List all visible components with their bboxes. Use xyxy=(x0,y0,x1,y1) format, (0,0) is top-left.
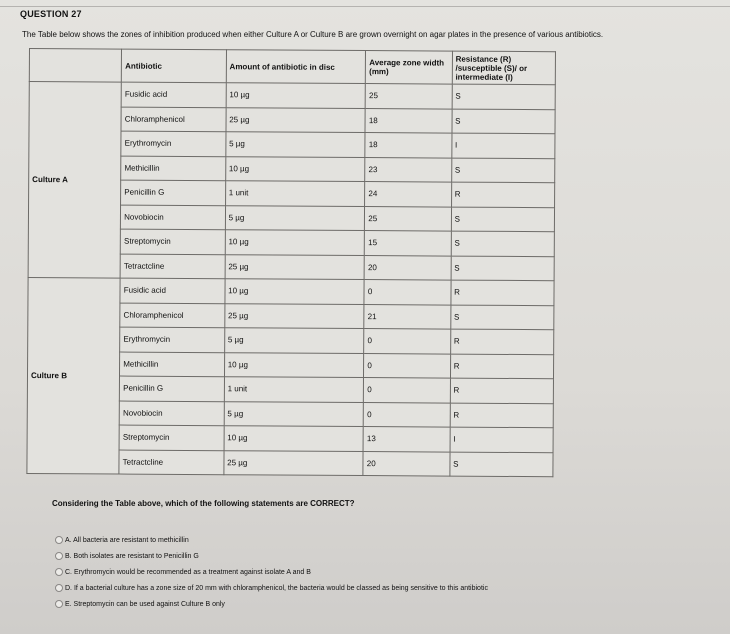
amount-cell: 10 µg xyxy=(224,426,364,451)
option-a[interactable] xyxy=(55,532,488,548)
amount-cell: 25 µg xyxy=(224,450,364,475)
radio-icon[interactable] xyxy=(55,568,63,576)
resistance-cell: R xyxy=(450,329,554,354)
zone-width-cell: 20 xyxy=(363,451,449,476)
header-cell: Amount of antibiotic in disc xyxy=(226,50,366,84)
header-cell xyxy=(29,49,121,83)
antibiotic-cell: Tetractcline xyxy=(119,450,224,475)
table-row xyxy=(29,82,555,110)
option-label: D. If a bacterial culture has a zone size of 20 mm with chloramphenicol, the bacteria would be classed as being sensitive to this antibiotic xyxy=(65,584,488,592)
option-label: C. Erythromycin would be recommended as a treatment against isolate A and B xyxy=(65,568,311,576)
zone-width-cell: 0 xyxy=(364,353,450,378)
option-label: E. Streptomycin can be used against Culture B only xyxy=(65,600,225,608)
zone-width-cell: 0 xyxy=(364,329,450,354)
resistance-cell: S xyxy=(452,84,556,109)
amount-cell: 1 unit xyxy=(224,377,364,402)
amount-cell: 5 µg xyxy=(224,401,364,426)
zone-width-cell: 25 xyxy=(365,84,451,109)
answer-options xyxy=(55,532,488,612)
question-number: QUESTION 27 xyxy=(20,9,82,19)
amount-cell: 10 µg xyxy=(225,230,365,255)
zone-width-cell: 18 xyxy=(365,108,451,133)
table-row xyxy=(28,277,554,305)
resistance-cell: S xyxy=(450,305,554,330)
option-label: A. All bacteria are resistant to methicillin xyxy=(65,536,189,544)
question-text: Considering the Table above, which of the following statements are CORRECT? xyxy=(52,499,355,508)
amount-cell: 5 µg xyxy=(224,328,364,353)
zone-width-cell: 25 xyxy=(365,206,451,231)
zone-width-cell: 21 xyxy=(364,304,450,329)
antibiotic-cell: Fusidic acid xyxy=(121,82,226,107)
zone-width-cell: 18 xyxy=(365,133,451,158)
antibiotic-cell: Penicillin G xyxy=(120,376,225,401)
zone-width-cell: 23 xyxy=(365,157,451,182)
amount-cell: 5 µg xyxy=(225,205,365,230)
antibiotic-cell: Chloramphenicol xyxy=(121,107,226,132)
header-cell: Resistance (R) /susceptible (S)/ or intermediate (I) xyxy=(452,51,556,85)
zone-width-cell: 0 xyxy=(364,378,450,403)
question-prompt: The Table below shows the zones of inhibition produced when either Culture A or Culture B are grown overnight on agar plates in the presence of various antibiotics. xyxy=(22,30,604,39)
zone-width-cell: 0 xyxy=(364,402,450,427)
zone-width-cell: 0 xyxy=(364,280,450,305)
culture-label: Culture B xyxy=(27,277,120,474)
amount-cell: 25 µg xyxy=(224,303,364,328)
resistance-cell: R xyxy=(450,354,554,379)
resistance-cell: S xyxy=(451,207,555,232)
zone-width-cell: 13 xyxy=(363,427,449,452)
resistance-cell: I xyxy=(451,133,555,158)
option-b[interactable] xyxy=(55,548,488,564)
resistance-cell: R xyxy=(451,280,555,305)
resistance-cell: S xyxy=(451,158,555,183)
amount-cell: 25 µg xyxy=(226,107,366,132)
resistance-cell: I xyxy=(450,427,554,452)
amount-cell: 10 µg xyxy=(225,279,365,304)
resistance-cell: S xyxy=(452,109,556,134)
resistance-cell: R xyxy=(450,403,554,428)
zone-width-cell: 15 xyxy=(365,231,451,256)
resistance-cell: R xyxy=(450,378,554,403)
antibiotic-cell: Erythromycin xyxy=(121,131,226,156)
antibiotic-cell: Methicillin xyxy=(120,352,225,377)
antibiotic-cell: Tetractcline xyxy=(120,254,225,279)
resistance-cell: S xyxy=(451,231,555,256)
radio-icon[interactable] xyxy=(55,600,63,608)
antibiotic-cell: Penicillin G xyxy=(121,180,226,205)
antibiotic-cell: Erythromycin xyxy=(120,327,225,352)
radio-icon[interactable] xyxy=(55,552,63,560)
culture-label: Culture A xyxy=(28,82,121,279)
antibiotic-cell: Fusidic acid xyxy=(120,278,225,303)
header-cell: Antibiotic xyxy=(121,49,226,83)
antibiotic-cell: Methicillin xyxy=(121,156,226,181)
resistance-cell: R xyxy=(451,182,555,207)
zone-width-cell: 24 xyxy=(365,182,451,207)
resistance-cell: S xyxy=(451,256,555,281)
option-e[interactable] xyxy=(55,596,488,612)
amount-cell: 5 µg xyxy=(226,132,366,157)
antibiotic-cell: Chloramphenicol xyxy=(120,303,225,328)
option-label: B. Both isolates are resistant to Penicillin G xyxy=(65,552,199,560)
divider xyxy=(0,6,730,7)
table-header-row xyxy=(29,49,555,85)
amount-cell: 10 µg xyxy=(225,156,365,181)
amount-cell: 25 µg xyxy=(225,254,365,279)
inhibition-table xyxy=(26,48,556,477)
radio-icon[interactable] xyxy=(55,584,63,592)
amount-cell: 10 µg xyxy=(224,352,364,377)
header-cell: Average zone width (mm) xyxy=(366,51,453,85)
amount-cell: 1 unit xyxy=(225,181,365,206)
option-c[interactable] xyxy=(55,564,488,580)
amount-cell: 10 µg xyxy=(226,83,366,108)
resistance-cell: S xyxy=(450,452,554,477)
radio-icon[interactable] xyxy=(55,536,63,544)
antibiotic-cell: Novobiocin xyxy=(119,401,224,426)
option-d[interactable] xyxy=(55,580,488,596)
antibiotic-cell: Streptomycin xyxy=(120,229,225,254)
antibiotic-cell: Streptomycin xyxy=(119,425,224,450)
zone-width-cell: 20 xyxy=(364,255,450,280)
antibiotic-cell: Novobiocin xyxy=(121,205,226,230)
